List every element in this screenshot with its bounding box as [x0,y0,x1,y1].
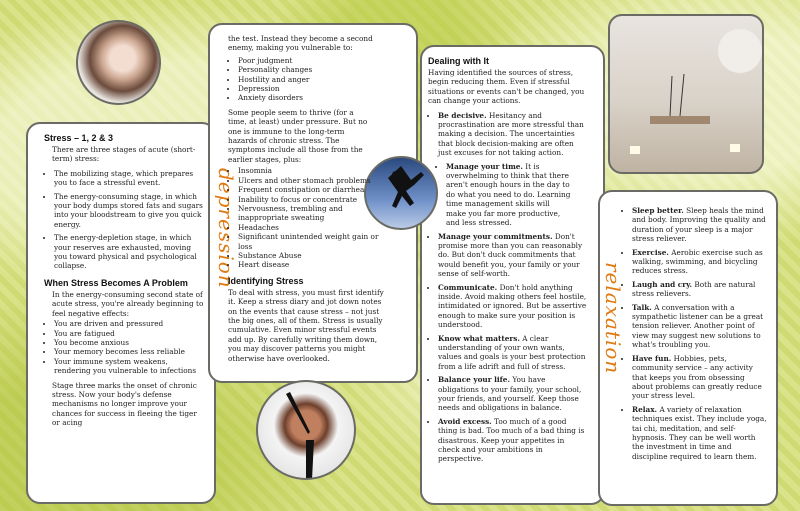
list-item [438,334,588,372]
tip-text: Hobbies, pets, community service – any activity that keeps you from obsessing about problems can greatly reduce your stress level. [632,353,762,401]
tip-text: Hesitancy and procrastination are more stressful than making a decision. The uncertainties that block decision-making are often just excuses for not taking action. [438,110,584,158]
list-item: • You become anxious [54,338,204,347]
spa-candles-photo [608,14,764,174]
column-right-upper [428,56,588,469]
thrive-text: Some people seem to thrive (for a time, at least) under pressure. But no one is immune to the long-term hazards of chronic stress. The symptoms include all those from the earlier stages, plus: [228,107,368,164]
list-item: • Depression [238,84,388,93]
column-left [44,133,204,433]
stress-stages-intro: There are three stages of acute (short-term) stress: [52,145,196,164]
list-item: • Substance Abuse [238,251,388,260]
heading-stress-problem: When Stress Becomes A Problem [44,277,188,288]
stress-stages-list [44,169,204,271]
relaxation-label: relaxation [601,262,625,375]
tip-text: Don't hold anything inside. Avoid making others feel hostile, intimidated or ignored. But be assertive enough to make sure your position is understood. [438,282,587,330]
tip-title: Exercise. [632,247,669,257]
candles-illustration [610,16,764,174]
dealing-tips-list [428,111,588,464]
heading-identifying-stress: Identifying Stress [228,275,304,286]
stage-three-text: Stage three marks the onset of chronic stress. Now your body's defense mechanisms no longer improve your chances for success in fleeing the tiger or acing [52,380,197,428]
tip-title: Be decisive. [438,110,487,120]
tip-text: Too much of a good thing is bad. Too much of a bad thing is disastrous. Keep your appetites in check and your ambitions in perspective. [438,416,585,464]
tip-text: Sleep heals the mind and body. Improving the quality and duration of your sleep is a major stress reliever. [632,206,766,244]
symptoms-list [228,166,388,269]
list-item [632,206,768,244]
heading-dealing: Dealing with It [428,56,490,66]
tip-title: Balance your life. [438,375,510,385]
list-item [438,417,588,464]
tip-text: You have obligations to your family, your school, your friends, and yourself. Keep those needs and obligations in balance. [438,375,582,413]
tip-title: Communicate. [438,282,498,292]
list-item: • Personality changes [238,65,388,74]
identify-text: To deal with stress, you must first identify it. Keep a stress diary and jot down notes on the events that cause stress – not just the big ones, all of them. Stress is usually cumulative. Even minor stressful events add up. By carefully writing them down, you may discover patterns you might otherwise have overlooked. [228,287,384,363]
tip-title: Manage your time. [446,161,523,171]
list-item: • You are driven and pressured [54,319,204,328]
list-item: • The energy-consuming stage, in which your body dumps stored fats and sugars into your bloodstream to give you quick energy. [54,192,204,230]
list-item: • You are fatigued [54,329,204,338]
list-item [438,232,588,279]
tip-text: A clear understanding of your own wants, values and goals is your best protection from a life adrift and full of stress. [438,333,586,371]
list-item: • Heart disease [238,260,388,269]
list-item [632,354,768,401]
list-item: • Your memory becomes less reliable [54,347,204,356]
tip-text: Aerobic exercise such as walking, swimming, and bicycling reduces stress. [632,247,763,276]
tip-title: Relax. [632,404,658,414]
relief-tips-list [622,206,768,461]
list-item: • Ulcers and other stomach problems [238,176,388,185]
tip-text: A conversation with a sympathetic listener can be a great tension reliever. Another point of view may suggest new solutions to what's troubling you. [632,302,764,350]
tie-icon [258,382,356,480]
list-item [632,303,768,350]
effects-list [44,319,204,375]
list-item [632,248,768,276]
list-item: • The mobilizing stage, which prepares you to face a stressful event. [54,169,204,188]
column-middle [228,34,388,368]
list-item: • Nervousness, trembling and inappropriate sweating [238,204,388,223]
list-item: • Hostility and anger [238,75,388,84]
problem-intro: In the energy-consuming second state of acute stress, you're already beginning to feel negative effects: [52,289,204,318]
tip-title: Talk. [632,302,652,312]
list-item: • Inability to focus or concentrate [238,195,388,204]
list-item: • Poor judgment [238,56,388,65]
list-item: • Significant unintended weight gain or loss [238,232,388,251]
tip-title: Laugh and cry. [632,279,693,289]
list-item [438,283,588,330]
tip-text: A variety of relaxation techniques exist. They include yoga, tai chi, meditation, and self-hypnosis. They can be well worth the investment in time and discipline required to learn them. [632,404,767,461]
tip-text: Don't promise more than you can reasonably do. But don't duck commitments that would benefit you, your family or your sense of self-worth. [438,231,583,279]
list-item [438,111,588,158]
heading-stress-stages: Stress – 1, 2 & 3 [44,133,114,143]
list-item: • The energy-depletion stage, in which your reserves are exhausted, moving you toward physical and psychological collapse. [54,233,204,271]
tip-text: Both are natural stress relievers. [632,279,756,299]
man-with-tie-photo [256,380,356,480]
continued-text: the test. Instead they become a second enemy, making you vulnerable to: [228,34,373,53]
depression-label: depression [214,168,238,289]
column-right-lower [622,206,768,466]
stressed-woman-photo [76,20,161,105]
list-item: • Headaches [238,223,388,232]
dealing-intro: Having identified the sources of stress, begin reducing them. Even if stressful situations or events can't be changed, you can change your actions. [428,68,585,106]
list-item [438,375,588,413]
list-item: • Your immune system weakens, rendering you vulnerable to infections [54,357,204,376]
list-item: • Anxiety disorders [238,93,388,102]
tip-title: Manage your commitments. [438,231,553,241]
tip-text: It is overwhelming to think that there aren't enough hours in the day to do what you need to do. Learning time management skills will make you far more productive, and less stressed. [446,161,571,228]
tip-title: Avoid excess. [438,416,492,426]
list-item [632,280,768,299]
list-item [446,162,572,228]
vulnerabilities-list [228,56,388,103]
tip-title: Know what matters. [438,333,520,343]
tip-title: Have fun. [632,353,672,363]
list-item [632,405,768,461]
list-item: • Frequent constipation or diarrhea [238,185,388,194]
list-item: • Insomnia [238,166,388,175]
tip-title: Sleep better. [632,206,684,215]
